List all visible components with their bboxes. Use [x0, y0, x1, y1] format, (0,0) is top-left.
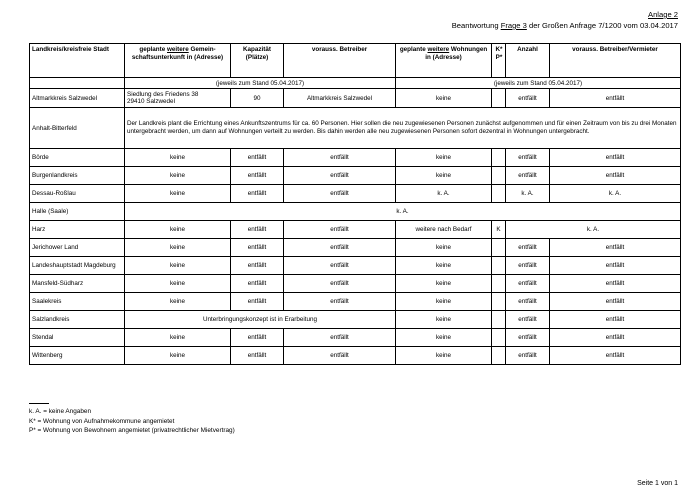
row-gu: keine [125, 329, 231, 347]
row-kp [492, 89, 506, 108]
row-address: Siedlung des Friedens 38 29410 Salzwedel [125, 89, 231, 108]
row-betreiber: entfällt [284, 221, 396, 239]
row-kp [492, 257, 506, 275]
row-kp [492, 185, 506, 203]
row-kapazitaet: entfällt [231, 167, 284, 185]
row-kapazitaet: entfällt [231, 149, 284, 167]
row-kapazitaet: entfällt [231, 293, 284, 311]
row-name: Saalekreis [30, 293, 125, 311]
table-row [30, 167, 681, 185]
row-kp [492, 275, 506, 293]
row-name: Jerichower Land [30, 239, 125, 257]
row-ka: k. A. [506, 221, 681, 239]
document-subtitle: Beantwortung Frage 3 der Großen Anfrage 7/1200 vom 03.04.2017 [451, 21, 678, 30]
footnote-p: P* = Wohnung von Bewohnern angemietet (privatrechtlicher Mietvertrag) [29, 427, 235, 434]
footnote-ka: k. A. = keine Angaben [29, 408, 92, 415]
row-kapazitaet: entfällt [231, 257, 284, 275]
table-row [30, 347, 681, 365]
row-gu: keine [125, 221, 231, 239]
stand-note-right: (jeweils zum Stand 05.04.2017) [396, 78, 681, 89]
row-kapazitaet: entfällt [231, 239, 284, 257]
row-name: Dessau-Roßlau [30, 185, 125, 203]
footnotes [29, 403, 235, 436]
row-gu: keine [125, 275, 231, 293]
row-betreiber: entfällt [284, 275, 396, 293]
table-row [30, 329, 681, 347]
row-ka: k. A. [125, 203, 681, 221]
row-wohnungen: keine [396, 239, 492, 257]
annex-label: Anlage 2 [648, 10, 678, 19]
row-kapazitaet: 90 [231, 89, 284, 108]
row-betreiber: entfällt [284, 347, 396, 365]
footnote-k: K* = Wohnung von Aufnahmekommune angemietet [29, 417, 175, 425]
row-description: Der Landkreis plant die Errichtung eines Ankunftszentrums für ca. 60 Personen. Hier sollen die neu zugewiesenen Personen zunächst aufgenommen und für einen Zeitraum von bis zu drei Monaten untergebracht werden, um dann auf Wohnungen verteilt zu werden. Bis dahin werden alle neu zugewiesenen Personen sofort dezentral in Wohnungen untergebracht. [125, 108, 681, 149]
col-header-vermieter: vorauss. Betreiber/Vermieter [550, 44, 681, 78]
row-name: Harz [30, 221, 125, 239]
row-anzahl: entfällt [506, 293, 550, 311]
row-wohnungen: keine [396, 257, 492, 275]
row-name: Mansfeld-Südharz [30, 275, 125, 293]
row-vermieter: entfällt [550, 293, 681, 311]
row-betreiber: entfällt [284, 329, 396, 347]
row-vermieter: entfällt [550, 329, 681, 347]
row-wohnungen: k. A. [396, 185, 492, 203]
row-name: Stendal [30, 329, 125, 347]
row-betreiber: entfällt [284, 167, 396, 185]
table-row [30, 257, 681, 275]
table-row [30, 185, 681, 203]
col-header-gu: geplante weitere Gemein-schaftsunterkunft in (Adresse) [125, 44, 231, 78]
row-kp [492, 167, 506, 185]
row-vermieter: entfällt [550, 167, 681, 185]
stand-row [30, 78, 681, 89]
row-wohnungen: weitere nach Bedarf [396, 221, 492, 239]
row-gu: keine [125, 347, 231, 365]
row-anzahl: entfällt [506, 329, 550, 347]
row-name: Börde [30, 149, 125, 167]
row-kapazitaet: entfällt [231, 275, 284, 293]
table-row [30, 221, 681, 239]
row-betreiber: entfällt [284, 185, 396, 203]
row-name: Wittenberg [30, 347, 125, 365]
row-wohnungen: keine [396, 329, 492, 347]
row-vermieter: entfällt [550, 89, 681, 108]
row-wohnungen: keine [396, 149, 492, 167]
row-betreiber: entfällt [284, 149, 396, 167]
row-vermieter: entfällt [550, 149, 681, 167]
row-betreiber: Altmarkkreis Salzwedel [284, 89, 396, 108]
row-vermieter: entfällt [550, 257, 681, 275]
table-row [30, 311, 681, 329]
row-kp [492, 293, 506, 311]
row-anzahl: entfällt [506, 257, 550, 275]
row-wohnungen: keine [396, 275, 492, 293]
row-gu: keine [125, 239, 231, 257]
table-row [30, 149, 681, 167]
row-name: Altmarkkreis Salzwedel [30, 89, 125, 108]
row-gu: keine [125, 149, 231, 167]
col-header-anzahl: Anzahl [506, 44, 550, 78]
row-kp [492, 239, 506, 257]
row-anzahl: entfällt [506, 311, 550, 329]
row-vermieter: entfällt [550, 239, 681, 257]
row-name: Landeshauptstadt Magdeburg [30, 257, 125, 275]
col-header-betreiber: vorauss. Betreiber [284, 44, 396, 78]
table-header-row [30, 44, 681, 78]
row-anzahl: k. A. [506, 185, 550, 203]
row-betreiber: entfällt [284, 239, 396, 257]
row-betreiber: entfällt [284, 293, 396, 311]
row-vermieter: entfällt [550, 347, 681, 365]
row-anzahl: entfällt [506, 167, 550, 185]
row-name: Halle (Saale) [30, 203, 125, 221]
row-kp [492, 149, 506, 167]
row-kapazitaet: entfällt [231, 221, 284, 239]
table-row [30, 89, 681, 108]
row-gu: keine [125, 293, 231, 311]
row-vermieter: k. A. [550, 185, 681, 203]
col-header-kapazitaet: Kapazität (Plätze) [231, 44, 284, 78]
row-name: Salzlandkreis [30, 311, 125, 329]
accommodation-table [29, 43, 681, 365]
row-kp [492, 347, 506, 365]
row-kapazitaet: entfällt [231, 347, 284, 365]
row-name: Anhalt-Bitterfeld [30, 108, 125, 149]
row-anzahl: entfällt [506, 149, 550, 167]
row-wohnungen: keine [396, 311, 492, 329]
stand-note-left: (jeweils zum Stand 05.04.2017) [125, 78, 396, 89]
footnote-divider [29, 403, 49, 404]
col-header-wohnungen: geplante weitere Wohnungen in (Adresse) [396, 44, 492, 78]
row-name: Burgenlandkreis [30, 167, 125, 185]
row-anzahl: entfällt [506, 239, 550, 257]
row-anzahl: entfällt [506, 275, 550, 293]
row-gu: keine [125, 167, 231, 185]
row-vermieter: entfällt [550, 311, 681, 329]
table-row [30, 239, 681, 257]
page-number: Seite 1 von 1 [637, 480, 678, 487]
row-anzahl: entfällt [506, 347, 550, 365]
row-wohnungen: keine [396, 347, 492, 365]
row-konzept: Unterbringungskonzept ist in Erarbeitung [125, 311, 396, 329]
col-header-kreis: Landkreis/kreisfreie Stadt [30, 44, 125, 78]
row-betreiber: entfällt [284, 257, 396, 275]
row-wohnungen: keine [396, 89, 492, 108]
table-row [30, 293, 681, 311]
row-gu: keine [125, 257, 231, 275]
row-kp [492, 329, 506, 347]
row-gu: keine [125, 185, 231, 203]
row-anzahl: entfällt [506, 89, 550, 108]
row-kp [492, 311, 506, 329]
table-row [30, 203, 681, 221]
row-wohnungen: keine [396, 167, 492, 185]
row-vermieter: entfällt [550, 275, 681, 293]
table-row [30, 108, 681, 149]
table-row [30, 275, 681, 293]
col-header-kp: K* P* [492, 44, 506, 78]
row-kapazitaet: entfällt [231, 329, 284, 347]
row-kp: K [492, 221, 506, 239]
row-kapazitaet: entfällt [231, 185, 284, 203]
row-wohnungen: keine [396, 293, 492, 311]
